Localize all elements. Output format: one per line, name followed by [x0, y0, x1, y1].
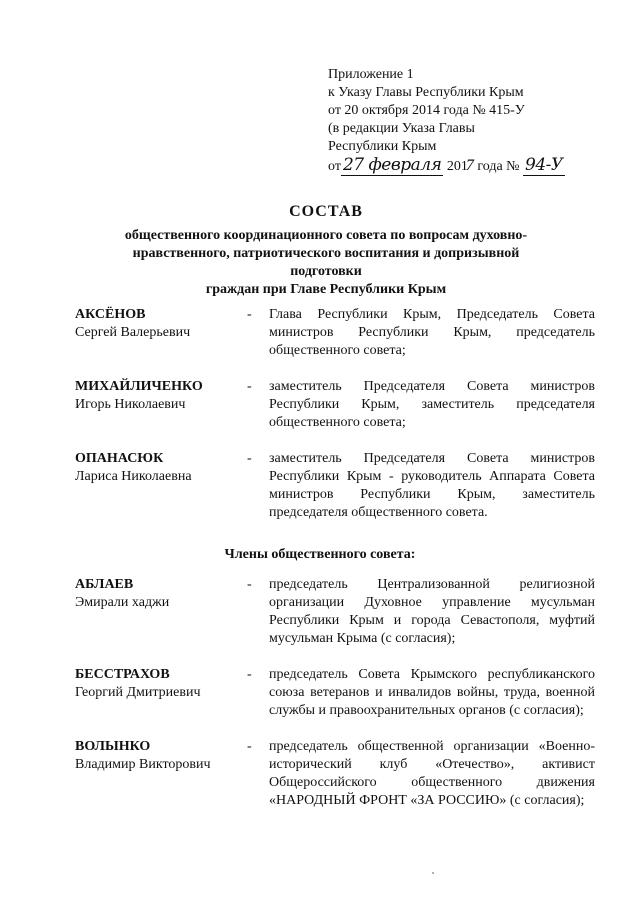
person-position: председатель общественной организации «Военно-исторический клуб «Отечество», активист Общероссийского общественного движения «НАРОДНЫЙ ФРОНТ «ЗА РОССИЮ» (с согласия);: [269, 739, 595, 808]
person-surname: БЕССТРАХОВ: [75, 667, 170, 682]
annex-prefix-ot: от: [328, 159, 341, 174]
person-position: Глава Республики Крым, Председатель Совета министров Республики Крым, председатель общественного совета;: [269, 307, 595, 358]
person: [75, 666, 245, 702]
annex-line-2: к Указу Главы Республики Крым: [328, 85, 524, 100]
person-name: Игорь Николаевич: [75, 397, 186, 412]
list-item: [75, 666, 595, 720]
title-line-3: граждан при Главе Республики Крым: [205, 282, 447, 297]
entry-dash: -: [247, 451, 252, 466]
person-surname: АКСЁНОВ: [75, 307, 146, 322]
person: [75, 450, 245, 486]
entry-dash: -: [247, 307, 252, 322]
entry-dash: -: [247, 739, 252, 754]
annex-year-suffix: года №: [473, 159, 520, 174]
members-heading: Члены общественного совета:: [224, 547, 416, 562]
person: [75, 378, 245, 414]
handwritten-date: 27 февраля: [342, 155, 442, 175]
person-surname: ОПАНАСЮК: [75, 451, 164, 466]
person-surname: МИХАЙЛИЧЕНКО: [75, 379, 203, 394]
annex-line-3: от 20 октября 2014 года № 415-У: [328, 103, 525, 118]
title-line-2: нравственного, патриотического воспитания и допризывной подготовки: [132, 246, 520, 279]
members-list: [75, 576, 595, 810]
annex-line-1: Приложение 1: [328, 67, 414, 82]
annex-line-6: [328, 156, 565, 176]
person-name: Лариса Николаевна: [75, 469, 192, 484]
entry-dash: -: [247, 667, 252, 682]
list-item: [75, 306, 595, 360]
annex-year-prefix: 201: [446, 159, 468, 174]
handwritten-year-digit: 7: [465, 157, 474, 174]
person-surname: ВОЛЫНКО: [75, 739, 151, 754]
list-item: [75, 378, 595, 432]
person: [75, 576, 245, 612]
person-position: заместитель Председателя Совета министров Республики Крым, заместитель председателя общественного совета;: [269, 379, 595, 430]
handwritten-number: 94-У: [525, 155, 563, 175]
person-name: Георгий Дмитриевич: [75, 685, 201, 700]
person-surname: АБЛАЕВ: [75, 577, 134, 592]
entry-dash: -: [247, 379, 252, 394]
person-position: председатель Совета Крымского республиканского союза ветеранов и инвалидов войны, труда, военной службы и правоохранительных органов (с согласия);: [269, 667, 595, 718]
scan-speck: [432, 872, 434, 874]
person: [75, 738, 245, 774]
person-name: Сергей Валерьевич: [75, 325, 191, 340]
person-name: Эмирали хаджи: [75, 595, 170, 610]
list-item: [75, 576, 595, 648]
annex-line-5: Республики Крым: [328, 139, 437, 154]
list-item: [75, 450, 595, 522]
person-position: председатель Централизованной религиозной организации Духовное управление мусульман Республики Крым и города Севастополя, муфтий мусульман Крыма (с согласия);: [269, 577, 595, 646]
person: [75, 306, 245, 342]
leaders-list: [75, 306, 595, 522]
title-main: СОСТАВ: [289, 203, 363, 220]
annex-block: [328, 66, 565, 176]
title-line-1: общественного координационного совета по вопросам духовно-: [124, 228, 528, 243]
person-name: Владимир Викторович: [75, 757, 211, 772]
entry-dash: -: [247, 577, 252, 592]
document-title: [96, 203, 556, 299]
annex-line-4: (в редакции Указа Главы: [328, 121, 475, 136]
person-position: заместитель Председателя Совета министров Республики Крым - руководитель Аппарата Совета министров Республики Крым, заместитель председателя общественного совета.: [269, 451, 595, 520]
list-item: [75, 738, 595, 810]
